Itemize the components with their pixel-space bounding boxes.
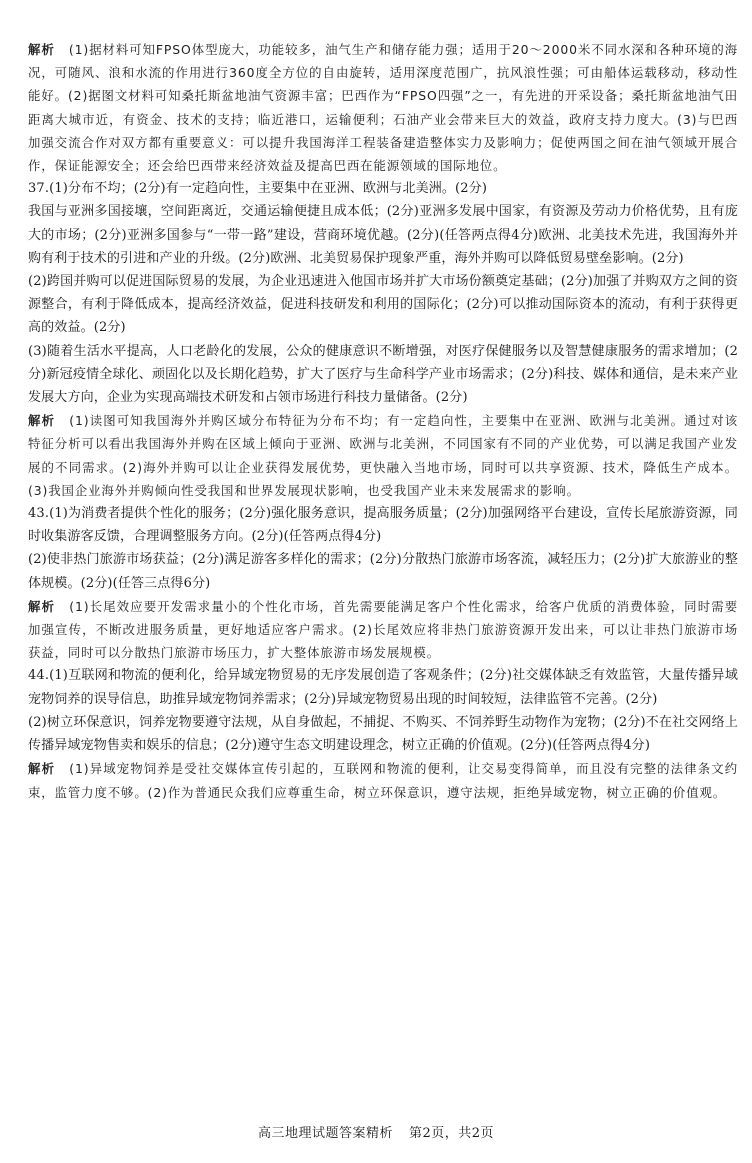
answer-37-part2: (2)跨国并购可以促进国际贸易的发展，为企业迅速进入他国市场并扩大市场份额奠定基础；(2分)加强了并购双方之间的资源整合，有利于降低成本，提高经济效益，促进科技研发和利用的国际化；(2分)可以推动国际资本的流动，有利于获得更高的效益。(2分) <box>28 274 738 336</box>
answer-37-reasons: 我国与亚洲多国接壤，空间距离近，交通运输便捷且成本低；(2分)亚洲多发展中国家，有资源及劳动力价格优势，且有庞大的市场；(2分)亚洲多国参与“一带一路”建设，营商环境优越。(2分)(任答两点得4分)欧洲、北美技术先进，我国海外并购有利于技术的引进和产业的升级。(2分)欧洲、北美贸易保护现象严重，海外并购可以降低贸易壁垒影响。(2分) <box>28 204 738 266</box>
analysis-text: (1)据材料可知FPSO体型庞大，功能较多，油气生产和储存能力强；适用于20～2000米不同水深和各种环境的海况，可随风、浪和水流的作用进行360度全方位的自由旋转，适用深度范围广，抗风浪性强；可由船体运载移动，移动性能好。(2)据图文材料可知桑托斯盆地油气资源丰富；巴西作为“FPSO四强”之一，有先进的开采设备；桑托斯盆地油气田距离大城市近，有资金、技术的支持；临近港口，运输便利；石油产业会带来巨大的效益，政府支持力度大。(3)与巴西加强交流合作对双方都有重要意义：可以提升我国海洋工程装备建造整体实力及影响力；促使两国之间在油气领域开展合作，保证能源安全；还会给巴西带来经济效益及提高巴西在能源领域的国际地位。 <box>28 42 739 174</box>
analysis-text: (1)读图可知我国海外并购区域分布特征为分布不均；有一定趋向性，主要集中在亚洲、欧洲与北美洲。通过对该特征分析可以看出我国海外并购在区域上倾向于亚洲、欧洲与北美洲，不同国家有不同的产业优势，可以满足我国产业发展的不同需求。(2)海外并购可以让企业获得发展优势，更快融入当地市场，同时可以共享资源、技术，降低生产成本。(3)我国企业海外并购倾向性受我国和世界发展现状影响，也受我国产业未来发展需求的影响。 <box>28 413 739 498</box>
answer-44-part1: 44.(1)互联网和物流的便利化，给异域宠物贸易的无序发展创造了客观条件；(2分)社交媒体缺乏有效监管，大量传播异域宠物饲养的误导信息，助推异域宠物饲养需求；(2分)异域宠物贸易出现的时间较短，法律监管不完善。(2分) <box>28 668 738 707</box>
answer-37-part3: (3)随着生活水平提高，人口老龄化的发展，公众的健康意识不断增强，对医疗保健服务以及智慧健康服务的需求增加；(2分)新冠疫情全球化、顽固化以及长期化趋势，扩大了医疗与生命科学产业市场需求；(2分)科技、媒体和通信，是未来产业发展大方向，企业为实现高端技术研发和占领市场进行科技力量储备。(2分) <box>28 343 738 406</box>
analysis-paragraph-44 <box>28 757 738 803</box>
analysis-label: 解析 <box>28 413 56 429</box>
analysis-text: (1)异域宠物饲养是受社交媒体宣传引起的，互联网和物流的便利，让交易变得简单，而且没有完整的法律条文约束，监管力度不够。(2)作为普通民众我们应尊重生命，树立环保意识，遵守法规，拒绝异域宠物，树立正确的价值观。 <box>28 761 739 800</box>
analysis-paragraph-43 <box>28 595 738 665</box>
analysis-label: 解析 <box>28 42 55 57</box>
analysis-label: 解析 <box>28 598 56 614</box>
footer-page-number: 第2页，共2页 <box>408 1126 495 1141</box>
footer-title: 高三地理试题答案精析 <box>257 1126 393 1141</box>
analysis-text: (1)长尾效应要开发需求量小的个性化市场，首先需要能满足客户个性化需求，给客户优质的消费体验，同时需要加强宣传，不断改进服务质量，更好地适应客户需求。(2)长尾效应将非热门旅游资源开发出来，可以让非热门旅游市场获益，同时可以分散热门旅游市场压力，扩大整体旅游市场发展规模。 <box>28 598 739 661</box>
answer-44-part2: (2)树立环保意识，饲养宠物要遵守法规，从自身做起，不捕捉、不购买、不饲养野生动物作为宠物；(2分)不在社交网络上传播异域宠物售卖和娱乐的信息；(2分)遵守生态文明建设理念，树立正确的价值观。(2分)(任答两点得4分) <box>28 714 738 754</box>
analysis-paragraph-37 <box>28 409 738 502</box>
page-footer <box>0 1122 752 1141</box>
analysis-label: 解析 <box>28 761 56 777</box>
answer-43-part2: (2)使非热门旅游市场获益；(2分)满足游客多样化的需求；(2分)分散热门旅游市场客流，减轻压力；(2分)扩大旅游业的整体规模。(2分)(任答三点得6分) <box>28 552 738 591</box>
analysis-paragraph-fpso <box>28 38 738 177</box>
answer-37-part1: 37.(1)分布不均；(2分)有一定趋向性，主要集中在亚洲、欧洲与北美洲。(2分) <box>28 181 488 197</box>
answer-43-part1: 43.(1)为消费者提供个性化的服务；(2分)强化服务意识，提高服务质量；(2分)加强网络平台建设，宣传长尾旅游资源，同时收集游客反馈，合理调整服务方向。(2分)(任答两点得4分) <box>28 506 738 545</box>
